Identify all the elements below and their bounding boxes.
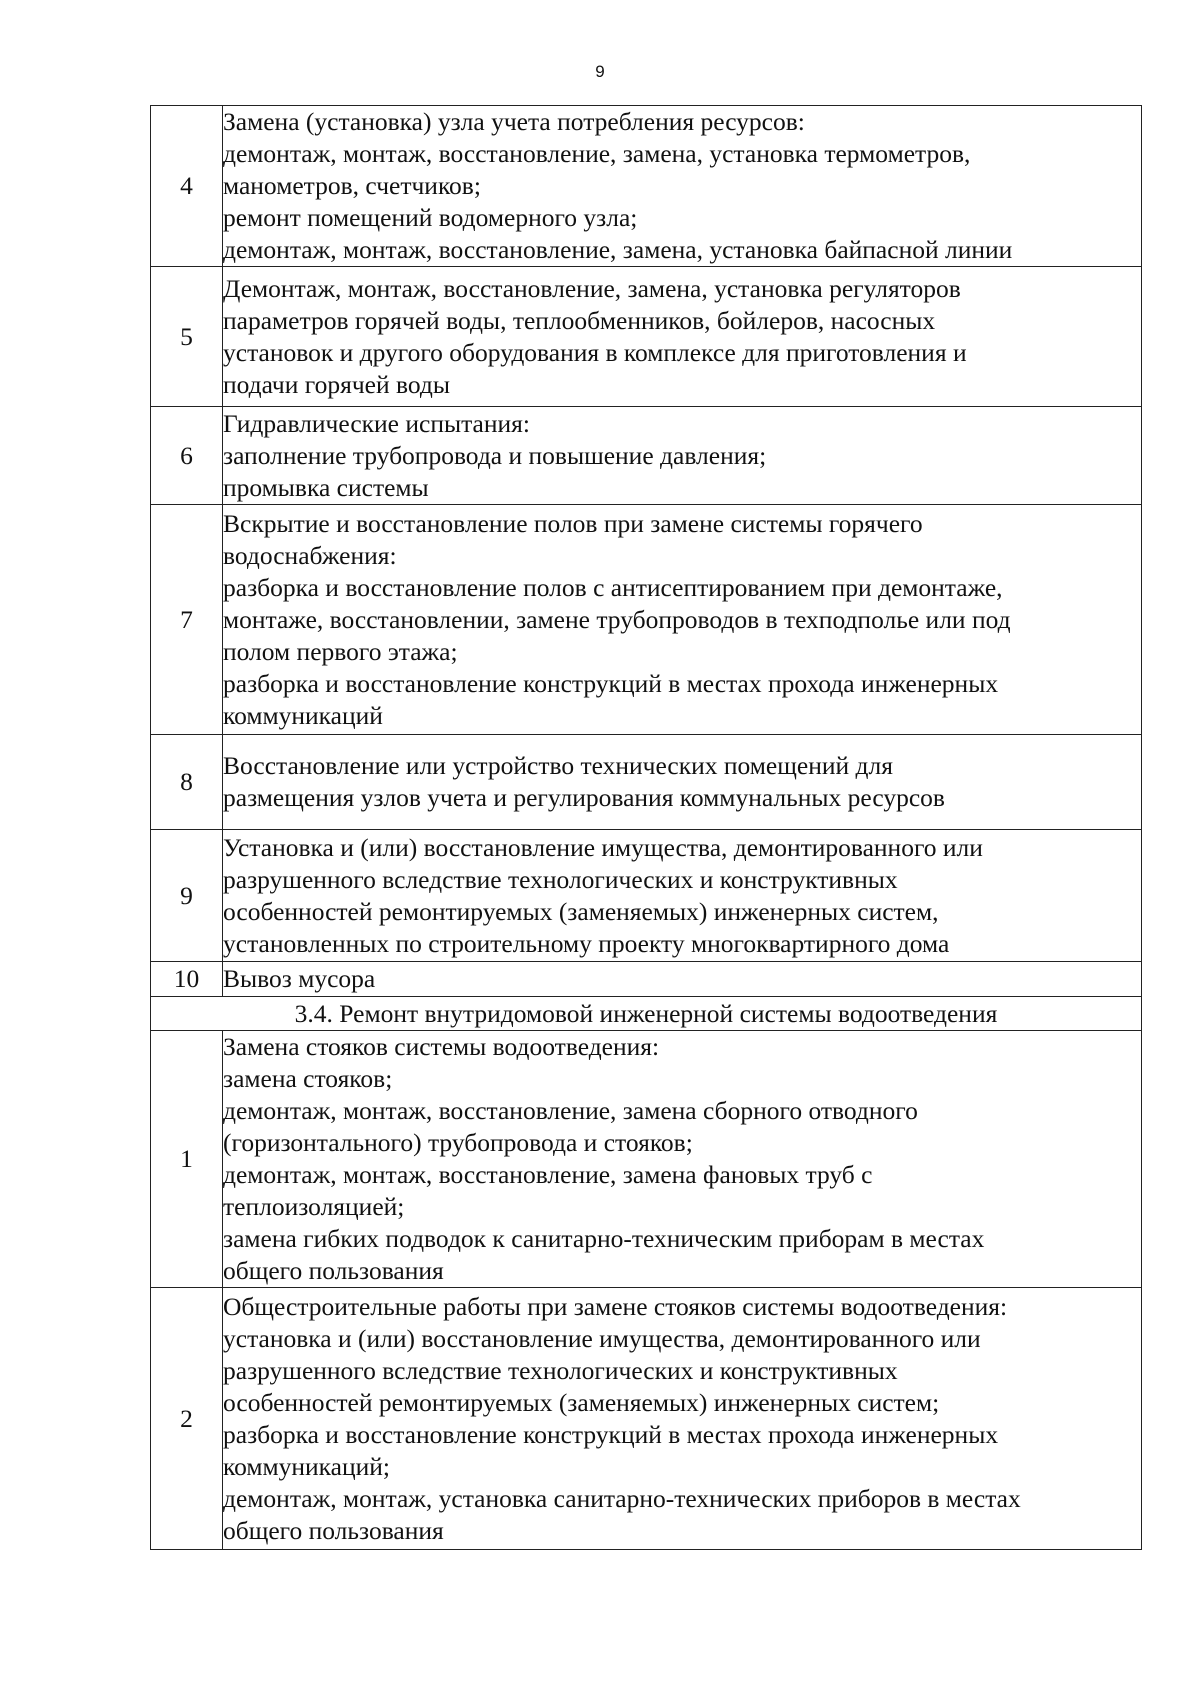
description-line: разрушенного вследствие технологических и конструктивных xyxy=(223,864,898,894)
description-line: особенностей ремонтируемых (заменяемых) инженерных систем; xyxy=(223,1387,940,1417)
description-line: Гидравлические испытания: xyxy=(223,408,530,438)
description-line: Замена стояков системы водоотведения: xyxy=(223,1032,660,1061)
row-number: 2 xyxy=(151,1288,223,1550)
table-row xyxy=(151,735,1142,830)
row-number: 4 xyxy=(151,106,223,267)
row-number: 1 xyxy=(151,1031,223,1288)
table-row xyxy=(151,1031,1142,1288)
description-line: Демонтаж, монтаж, восстановление, замена, установка регуляторов xyxy=(223,273,961,303)
table-row xyxy=(151,1288,1142,1550)
row-number: 9 xyxy=(151,830,223,962)
description-line: теплоизоляцией; xyxy=(223,1192,405,1221)
description-line: монтаже, восстановлении, замене трубопроводов в техподполье или под xyxy=(223,604,1011,634)
table-row xyxy=(151,267,1142,407)
description-line: демонтаж, монтаж, восстановление, замена, установка байпасной линии xyxy=(223,235,1013,264)
description-line: Установка и (или) восстановление имущества, демонтированного или xyxy=(223,832,983,862)
description-line: (горизонтального) трубопровода и стояков; xyxy=(223,1128,693,1157)
description-line: демонтаж, монтаж, восстановление, замена, установка термометров, xyxy=(223,139,971,168)
description-line: установка и (или) восстановление имущества, демонтированного или xyxy=(223,1323,981,1353)
row-description xyxy=(223,267,1142,407)
description-line: коммуникаций xyxy=(223,700,383,730)
table-row xyxy=(151,407,1142,505)
description-line: коммуникаций; xyxy=(223,1451,391,1481)
description-line: заполнение трубопровода и повышение давления; xyxy=(223,440,767,470)
row-description xyxy=(223,505,1142,735)
description-line: Замена (установка) узла учета потребления ресурсов: xyxy=(223,107,805,136)
row-description xyxy=(223,407,1142,505)
row-number: 10 xyxy=(151,962,223,997)
row-description xyxy=(223,962,1142,997)
description-line: разборка и восстановление полов с антисептированием при демонтаже, xyxy=(223,572,1003,602)
table-row xyxy=(151,830,1142,962)
page-number: 9 xyxy=(595,62,605,81)
description-line: манометров, счетчиков; xyxy=(223,171,481,200)
row-description xyxy=(223,1031,1142,1288)
row-description xyxy=(223,106,1142,267)
row-description xyxy=(223,1288,1142,1550)
row-number: 6 xyxy=(151,407,223,505)
row-number: 5 xyxy=(151,267,223,407)
description-line: разборка и восстановление конструкций в местах прохода инженерных xyxy=(223,668,999,698)
description-line: ремонт помещений водомерного узла; xyxy=(223,203,638,232)
row-number: 7 xyxy=(151,505,223,735)
description-line: замена гибких подводок к санитарно-техническим приборам в местах xyxy=(223,1224,985,1253)
description-line: установленных по строительному проекту многоквартирного дома xyxy=(223,928,950,958)
description-line: Восстановление или устройство технических помещений для xyxy=(223,751,893,780)
description-line: демонтаж, монтаж, восстановление, замена фановых труб с xyxy=(223,1160,873,1189)
description-line: демонтаж, монтаж, установка санитарно-технических приборов в местах xyxy=(223,1483,1021,1513)
works-table xyxy=(150,105,1142,1550)
description-line: Общестроительные работы при замене стояков системы водоотведения: xyxy=(223,1291,1008,1321)
section-header-row xyxy=(151,997,1142,1031)
description-line: общего пользования xyxy=(223,1515,444,1545)
row-description xyxy=(223,735,1142,830)
row-description xyxy=(223,830,1142,962)
description-line: водоснабжения: xyxy=(223,540,397,570)
description-line: разборка и восстановление конструкций в местах прохода инженерных xyxy=(223,1419,999,1449)
section-title: 3.4. Ремонт внутридомовой инженерной системы водоотведения xyxy=(151,997,1142,1031)
description-line: Вывоз мусора xyxy=(223,964,376,993)
description-line: разрушенного вследствие технологических и конструктивных xyxy=(223,1355,898,1385)
description-line: демонтаж, монтаж, восстановление, замена сборного отводного xyxy=(223,1096,918,1125)
description-line: Вскрытие и восстановление полов при замене системы горячего xyxy=(223,508,923,538)
table-row xyxy=(151,962,1142,997)
table-row xyxy=(151,505,1142,735)
description-line: установок и другого оборудования в комплексе для приготовления и xyxy=(223,337,967,367)
table-row xyxy=(151,106,1142,267)
description-line: размещения узлов учета и регулирования коммунальных ресурсов xyxy=(223,783,945,812)
description-line: параметров горячей воды, теплообменников, бойлеров, насосных xyxy=(223,305,936,335)
description-line: подачи горячей воды xyxy=(223,369,450,399)
description-line: полом первого этажа; xyxy=(223,636,458,666)
row-number: 8 xyxy=(151,735,223,830)
description-line: промывка системы xyxy=(223,472,429,502)
description-line: особенностей ремонтируемых (заменяемых) инженерных систем, xyxy=(223,896,939,926)
description-line: общего пользования xyxy=(223,1256,444,1285)
description-line: замена стояков; xyxy=(223,1064,393,1093)
works-table-body xyxy=(151,106,1142,1550)
